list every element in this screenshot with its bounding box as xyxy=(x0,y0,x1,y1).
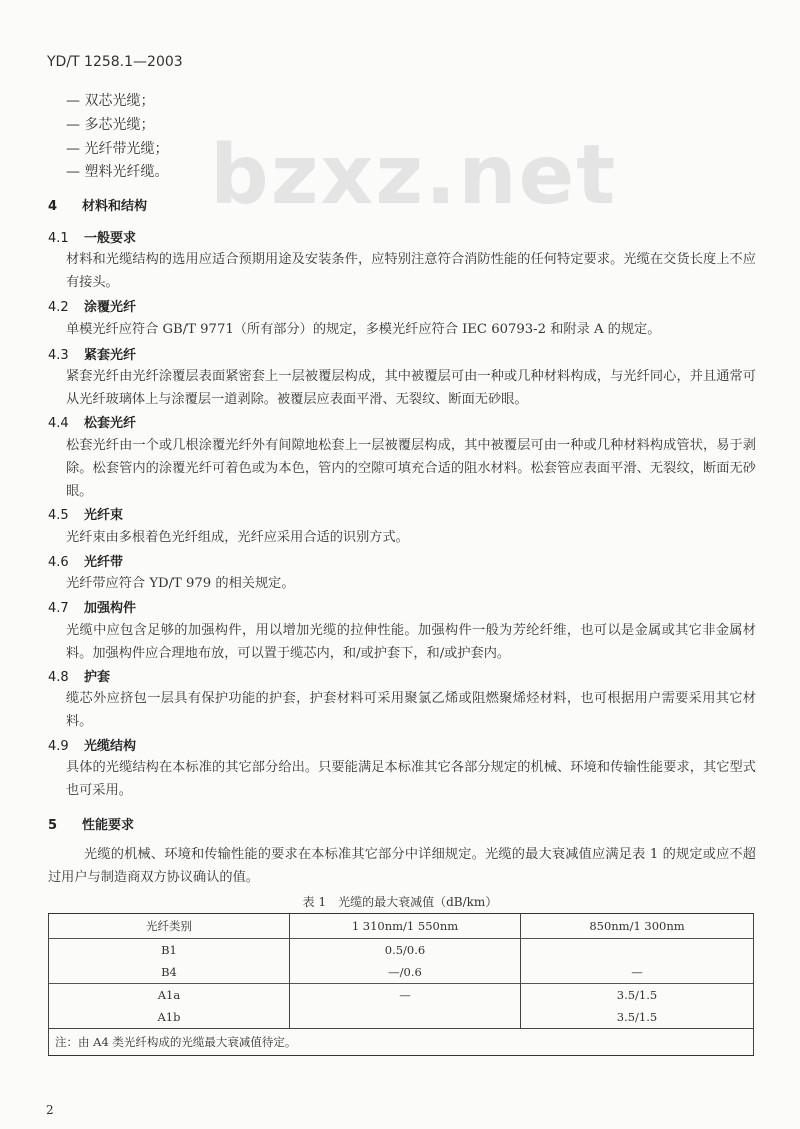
list-item: — 双芯光缆； xyxy=(66,93,155,109)
subsection-4-7-heading xyxy=(48,597,136,616)
subsection-number: 4.3 xyxy=(48,348,69,363)
subsection-4-8-heading xyxy=(48,666,110,685)
subsection-4-9-heading xyxy=(48,735,136,754)
page-number: 2 xyxy=(46,1103,54,1117)
list-item: — 塑料光纤缆。 xyxy=(66,164,169,180)
value-cell: — xyxy=(521,961,754,984)
subsection-title: 护套 xyxy=(84,670,111,685)
subsection-4-6-heading xyxy=(48,551,123,570)
value-cell: — xyxy=(290,984,521,1007)
table-caption: 表 1 光缆的最大衰减值（dB/km） xyxy=(302,895,498,909)
subsection-text: 缆芯外应挤包一层具有保护功能的护套，护套材料可采用聚氯乙烯或阻燃聚烯烃材料，也可根据用户需要采用其它材料。 xyxy=(66,691,756,729)
subsection-title: 加强构件 xyxy=(84,601,137,616)
section-5-text: 光缆的机械、环境和传输性能的要求在本标准其它部分中详细规定。光缆的最大衰减值应满足表 1 的规定或应不超过用户与制造商双方协议确认的值。 xyxy=(48,847,756,885)
subsection-title: 一般要求 xyxy=(84,231,137,246)
table-header-cell: 光纤类别 xyxy=(49,914,290,939)
section-number: 4 xyxy=(48,199,58,214)
subsection-text: 单模光纤应符合 GB/T 9771（所有部分）的规定，多模光纤应符合 IEC 60793-2 和附录 A 的规定。 xyxy=(66,322,661,337)
table-row xyxy=(49,1006,754,1029)
section-title: 材料和结构 xyxy=(82,199,148,214)
subsection-title: 光纤带 xyxy=(84,555,124,570)
subsection-number: 4.7 xyxy=(48,601,69,616)
table-header-row xyxy=(49,914,754,939)
value-cell: 3.5/1.5 xyxy=(521,1006,754,1029)
fiber-type-cell: B4 xyxy=(49,961,290,984)
subsection-text: 紧套光纤由光纤涂覆层表面紧密套上一层被覆层构成，其中被覆层可由一种或几种材料构成，与光纤同心，并且通常可从光纤玻璃体上与涂覆层一道剥除。被覆层应表面平滑、无裂纹、断面无砂眼。 xyxy=(66,369,756,407)
subsection-number: 4.5 xyxy=(48,508,69,523)
subsection-4-3-heading xyxy=(48,344,136,363)
fiber-type-cell: A1a xyxy=(49,984,290,1007)
subsection-text: 具体的光缆结构在本标准的其它部分给出。只要能满足本标准其它各部分规定的机械、环境和传输性能要求，其它型式也可采用。 xyxy=(66,760,756,798)
table-header-cell: 850nm/1 300nm xyxy=(521,914,754,939)
section-number: 5 xyxy=(48,818,58,833)
attenuation-table xyxy=(48,913,754,1056)
table-header-cell: 1 310nm/1 550nm xyxy=(290,914,521,939)
subsection-text: 光缆中应包含足够的加强构件，用以增加光缆的拉伸性能。加强构件一般为芳纶纤维，也可以是金属或其它非金属材料。加强构件应合理地布放，可以置于缆芯内，和/或护套下，和/或护套内。 xyxy=(66,623,756,661)
fiber-type-cell: A1b xyxy=(49,1006,290,1029)
value-cell: 0.5/0.6 xyxy=(290,939,521,962)
subsection-text: 光纤束由多根着色光纤组成，光纤应采用合适的识别方式。 xyxy=(66,530,409,545)
value-cell xyxy=(521,939,754,962)
subsection-title: 光缆结构 xyxy=(84,739,137,754)
table-row xyxy=(49,961,754,984)
value-cell: —/0.6 xyxy=(290,961,521,984)
subsection-text: 光纤带应符合 YD/T 979 的相关规定。 xyxy=(66,576,295,591)
standard-code-header: YD/T 1258.1—2003 xyxy=(47,54,183,70)
subsection-title: 涂覆光纤 xyxy=(84,300,137,315)
table-row xyxy=(49,939,754,962)
section-5-heading xyxy=(48,814,134,833)
value-cell xyxy=(290,1006,521,1029)
subsection-number: 4.8 xyxy=(48,670,69,685)
subsection-number: 4.9 xyxy=(48,739,69,754)
table-note: 注：由 A4 类光纤构成的光缆最大衰减值待定。 xyxy=(49,1029,754,1056)
subsection-number: 4.4 xyxy=(48,416,69,431)
table-row xyxy=(49,984,754,1007)
subsection-title: 紧套光纤 xyxy=(84,348,137,363)
subsection-number: 4.1 xyxy=(48,231,69,246)
section-title: 性能要求 xyxy=(82,818,135,833)
subsection-4-5-heading xyxy=(48,504,123,523)
value-cell: 3.5/1.5 xyxy=(521,984,754,1007)
section-4-heading xyxy=(48,195,147,214)
subsection-4-1-heading xyxy=(48,227,136,246)
subsection-title: 光纤束 xyxy=(84,508,124,523)
subsection-text: 材料和光缆结构的选用应适合预期用途及安装条件，应特别注意符合消防性能的任何特定要求。光缆在交货长度上不应有接头。 xyxy=(66,252,756,290)
subsection-text: 松套光纤由一个或几根涂覆光纤外有间隙地松套上一层被覆层构成，其中被覆层可由一种或几种材料构成管状，易于剥除。松套管内的涂覆光纤可着色或为本色，管内的空隙可填充合适的阻水材料。松套管应表面平滑、无裂纹，断面无砂眼。 xyxy=(66,438,756,499)
table-note-row xyxy=(49,1029,754,1056)
subsection-title: 松套光纤 xyxy=(84,416,137,431)
subsection-number: 4.2 xyxy=(48,300,69,315)
fiber-type-cell: B1 xyxy=(49,939,290,962)
subsection-4-4-heading xyxy=(48,412,136,431)
subsection-number: 4.6 xyxy=(48,555,69,570)
watermark: bzxz.net xyxy=(210,128,618,223)
list-item: — 光纤带光缆； xyxy=(66,141,169,157)
list-item: — 多芯光缆； xyxy=(66,117,155,133)
subsection-4-2-heading xyxy=(48,296,136,315)
